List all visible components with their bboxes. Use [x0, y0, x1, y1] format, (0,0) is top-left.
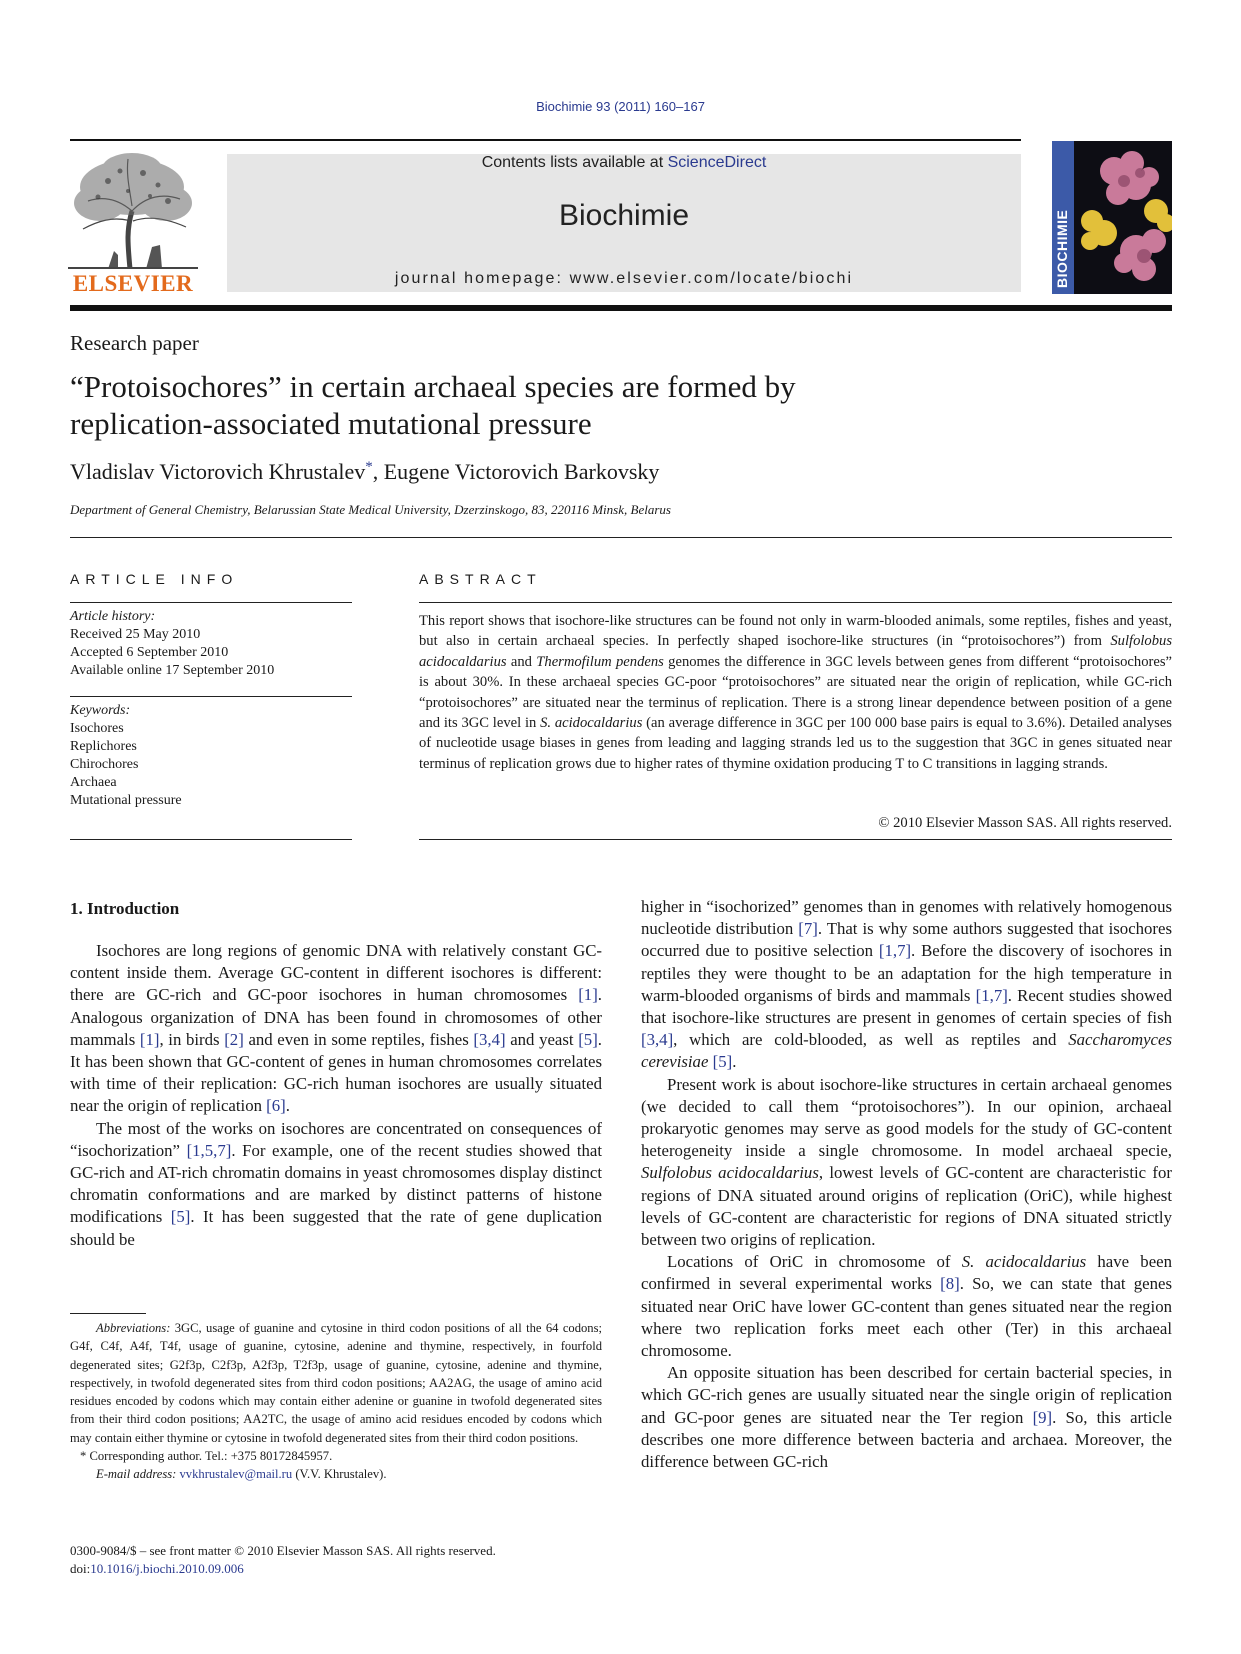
reference-link[interactable]: [5] [170, 1207, 191, 1227]
reference-link[interactable]: [1,5,7] [186, 1140, 232, 1160]
article-info-rule-mid [70, 696, 352, 697]
history-label: Article history: [70, 609, 156, 624]
journal-cover[interactable] [1052, 141, 1172, 294]
top-rule [70, 139, 1021, 141]
publisher-logo[interactable] [68, 151, 198, 297]
article-info-rule-top [70, 602, 352, 603]
abstract-heading: ABSTRACT [419, 571, 542, 587]
reference-link[interactable]: [3,4] [641, 1030, 674, 1050]
reference-link[interactable]: [6] [266, 1096, 286, 1116]
paragraph: Isochores are long regions of genomic DNA with relatively constant GC-content inside them. Average GC-content in different isochores is different: there are GC-rich and GC-poor isochores in human chromosomes [1]. Analogous organization of DNA has been found in chromosomes of other mammals [1], in birds [2] and even in some reptiles, fishes [3,4] and yeast [5]. It has been shown that GC-content of genes in human chromosomes correlates with time of their replication: GC-rich human isochores are usually situated near the origin of replication [6]. [70, 941, 602, 1116]
online-date: Available online 17 September 2010 [70, 663, 275, 678]
reference-link[interactable]: [1] [139, 1029, 160, 1049]
body-column-left [70, 940, 602, 1251]
accepted-date: Accepted 6 September 2010 [70, 645, 229, 660]
doi-line: doi:10.1016/j.biochi.2010.09.006 [70, 1561, 244, 1576]
keyword-item: Mutational pressure [70, 793, 182, 808]
corresponding-author-note: * Corresponding author. Tel.: +375 80172845957. [80, 1449, 333, 1464]
footnotes [70, 1319, 602, 1484]
footnote-rule [70, 1313, 146, 1314]
author-separator: , [372, 459, 384, 484]
received-date: Received 25 May 2010 [70, 627, 201, 642]
reference-link[interactable]: [3,4] [473, 1029, 506, 1049]
section-heading-introduction: 1. Introduction [70, 899, 180, 918]
corresponding-author-mark[interactable]: * [365, 459, 373, 475]
body-column-right [641, 896, 1172, 1473]
contents-prefix: Contents lists available at [481, 154, 668, 171]
front-matter-copyright: 0300-9084/$ – see front matter © 2010 Elsevier Masson SAS. All rights reserved. [70, 1543, 496, 1558]
author-1: Vladislav Victorovich Khrustalev [70, 459, 366, 484]
reference-link[interactable]: [1,7] [878, 941, 912, 961]
reference-link[interactable]: [1,7] [975, 985, 1008, 1005]
doi-link[interactable]: 10.1016/j.biochi.2010.09.006 [90, 1561, 244, 1576]
sciencedirect-link[interactable]: ScienceDirect [667, 154, 767, 171]
paragraph: Present work is about isochore-like structures in certain archaeal genomes (we decided to call them “protoisochores”). In our opinion, archaeal prokaryotic genomes may serve as good models for the study of GC-content heterogeneity inside a single chromosome. In model archaeal specie, Sulfolobus acidocaldarius, lowest levels of GC-content are characteristic for regions of DNA situated around origins of replication (OriC), while highest levels of GC-content are characteristic for regions of DNA situated strictly between two origins of replication. [641, 1074, 1172, 1250]
reference-link[interactable]: [5] [712, 1052, 733, 1072]
front-matter [70, 1542, 630, 1578]
journal-citation[interactable]: Biochimie 93 (2011) 160–167 [536, 99, 705, 114]
elsevier-tree-icon [68, 151, 198, 269]
paragraph: higher in “isochorized” genomes than in genomes with relatively homogenous nucleotide distribution [7]. That is why some authors suggested that isochores occurred due to positive selection [1,7]. Before the discovery of isochores in reptiles they were thought to be an adaptation for the high temperature in warm-blooded organisms of birds and mammals [1,7]. Recent studies showed that isochore-like structures are present in genomes of certain species of fish [3,4], which are cold-blooded, as well as reptiles and Saccharomyces cerevisiae [5]. [641, 897, 1173, 1072]
title-line-2: replication-associated mutational pressure [70, 406, 592, 441]
abstract-text: This report shows that isochore-like structures can be found not only in warm-blooded animals, some reptiles, fishes and yeast, but also in certain archaeal species. In perfectly shaped isochore-like structures (in “protoisochores”) from Sulfolobus acidocaldarius and Thermofilum pendens genomes the difference in 3GC levels between genes from different “protoisochores” is about 30%. In these archaeal species GC-poor “protoisochores” are situated near the origin of replication, while GC-rich “protoisochores” are situated near the terminus of replication. There is a strong linear dependence between position of a gene and its 3GC level in S. acidocaldarius (an average difference in 3GC per 100 000 base pairs is equal to 3.6%). Detailed analyses of nucleotide usage biases in genes from leading and lagging strands led us to the suggestion that 3GC in genes situated near terminus of replication grows due to higher rates of thymine oxidation producing T to C transitions in lagging strands. [419, 613, 1172, 772]
paragraph: Locations of OriC in chromosome of S. acidocaldarius have been confirmed in several experimental works [8]. So, we can state that genes situated near OriC have lower GC-content than genes situated near the region where two replication forks meet each other (Ter) in this archaeal chromosome. [641, 1252, 1173, 1361]
keyword-item: Chirochores [70, 757, 139, 772]
article-history [70, 608, 352, 680]
abstract-rule-bottom [419, 839, 1172, 840]
article-type: Research paper [70, 331, 199, 355]
journal-name: Biochimie [558, 199, 690, 232]
author-2: Eugene Victorovich Barkovsky [383, 459, 660, 484]
paragraph: An opposite situation has been described for certain bacterial species, in which GC-rich genes are usually situated near the single origin of replication and GC-poor genes are situated near the Ter region [9]. So, this article describes one more difference between bacteria and archaea. Moreover, the difference between GC-rich [641, 1363, 1172, 1472]
abstract-copyright: © 2010 Elsevier Masson SAS. All rights reserved. [878, 815, 1172, 831]
keywords-label: Keywords: [70, 703, 131, 718]
author-affiliation: Department of General Chemistry, Belarussian State Medical University, Dzerzinskogo, 83, 220116 Minsk, Belarus [70, 502, 671, 517]
article-info-rule-bottom [70, 839, 352, 840]
reference-link[interactable]: [9] [1032, 1407, 1053, 1427]
masthead-bottom-rule [70, 305, 1172, 311]
cover-title: BIOCHIMIE [1054, 209, 1070, 288]
article-info-heading: ARTICLE INFO [70, 571, 239, 587]
contents-line [227, 154, 1021, 172]
keywords [70, 702, 352, 810]
email-note: E-mail address: vvkhrustalev@mail.ru (V.V. Khrustalev). [96, 1467, 387, 1482]
keyword-item: Archaea [70, 775, 117, 790]
reference-link[interactable]: [2] [224, 1029, 244, 1049]
keyword-item: Replichores [70, 739, 137, 754]
journal-masthead [227, 154, 1021, 292]
article-title [70, 368, 1070, 442]
elsevier-wordmark: ELSEVIER [72, 271, 194, 296]
reference-link[interactable]: [7] [798, 919, 818, 939]
reference-link[interactable]: [5] [578, 1029, 598, 1049]
molecule-cover-icon [1074, 141, 1172, 294]
journal-homepage[interactable]: journal homepage: www.elsevier.com/locate/biochi [394, 270, 854, 287]
title-line-1: “Protoisochores” in certain archaeal species are formed by [70, 369, 796, 404]
paragraph: The most of the works on isochores are concentrated on consequences of “isochorization” [1,5,7]. For example, one of the recent studies showed that GC-rich and AT-rich chromatin domains in yeast chromosomes display distinct chromatin conformations and are marked by distinct patterns of histone modifications [5]. It has been suggested that the rate of gene duplication should be [70, 1118, 602, 1249]
abstract-rule-top [419, 602, 1172, 603]
abbreviations-note: Abbreviations: 3GC, usage of guanine and cytosine in third codon positions of all the 64 codons; G4f, C4f, A4f, T4f, usage of guanine, cytosine, adenine and thymine, respectively, in fourfold degenerated sites; G2f3p, C2f3p, A2f3p, T2f3p, usage of guanine, cytosine, adenine and thymine, respectively, in twofold degenerated sites from third codon positions; AA2AG, the usage of amino acid residues encoded by codons which may contain either adenine or guanine in twofold degenerated sites from their third codon positions; AA2TC, the usage of amino acid residues encoded by codons which may contain either thymine or cytosine in twofold degenerated sites from their third codon positions. [70, 1321, 602, 1445]
email-link[interactable]: vvkhrustalev@mail.ru [179, 1467, 293, 1482]
reference-link[interactable]: [1] [578, 985, 598, 1005]
header-divider [70, 537, 1172, 538]
keyword-item: Isochores [70, 721, 124, 736]
reference-link[interactable]: [8] [940, 1274, 960, 1294]
author-list [70, 459, 659, 485]
